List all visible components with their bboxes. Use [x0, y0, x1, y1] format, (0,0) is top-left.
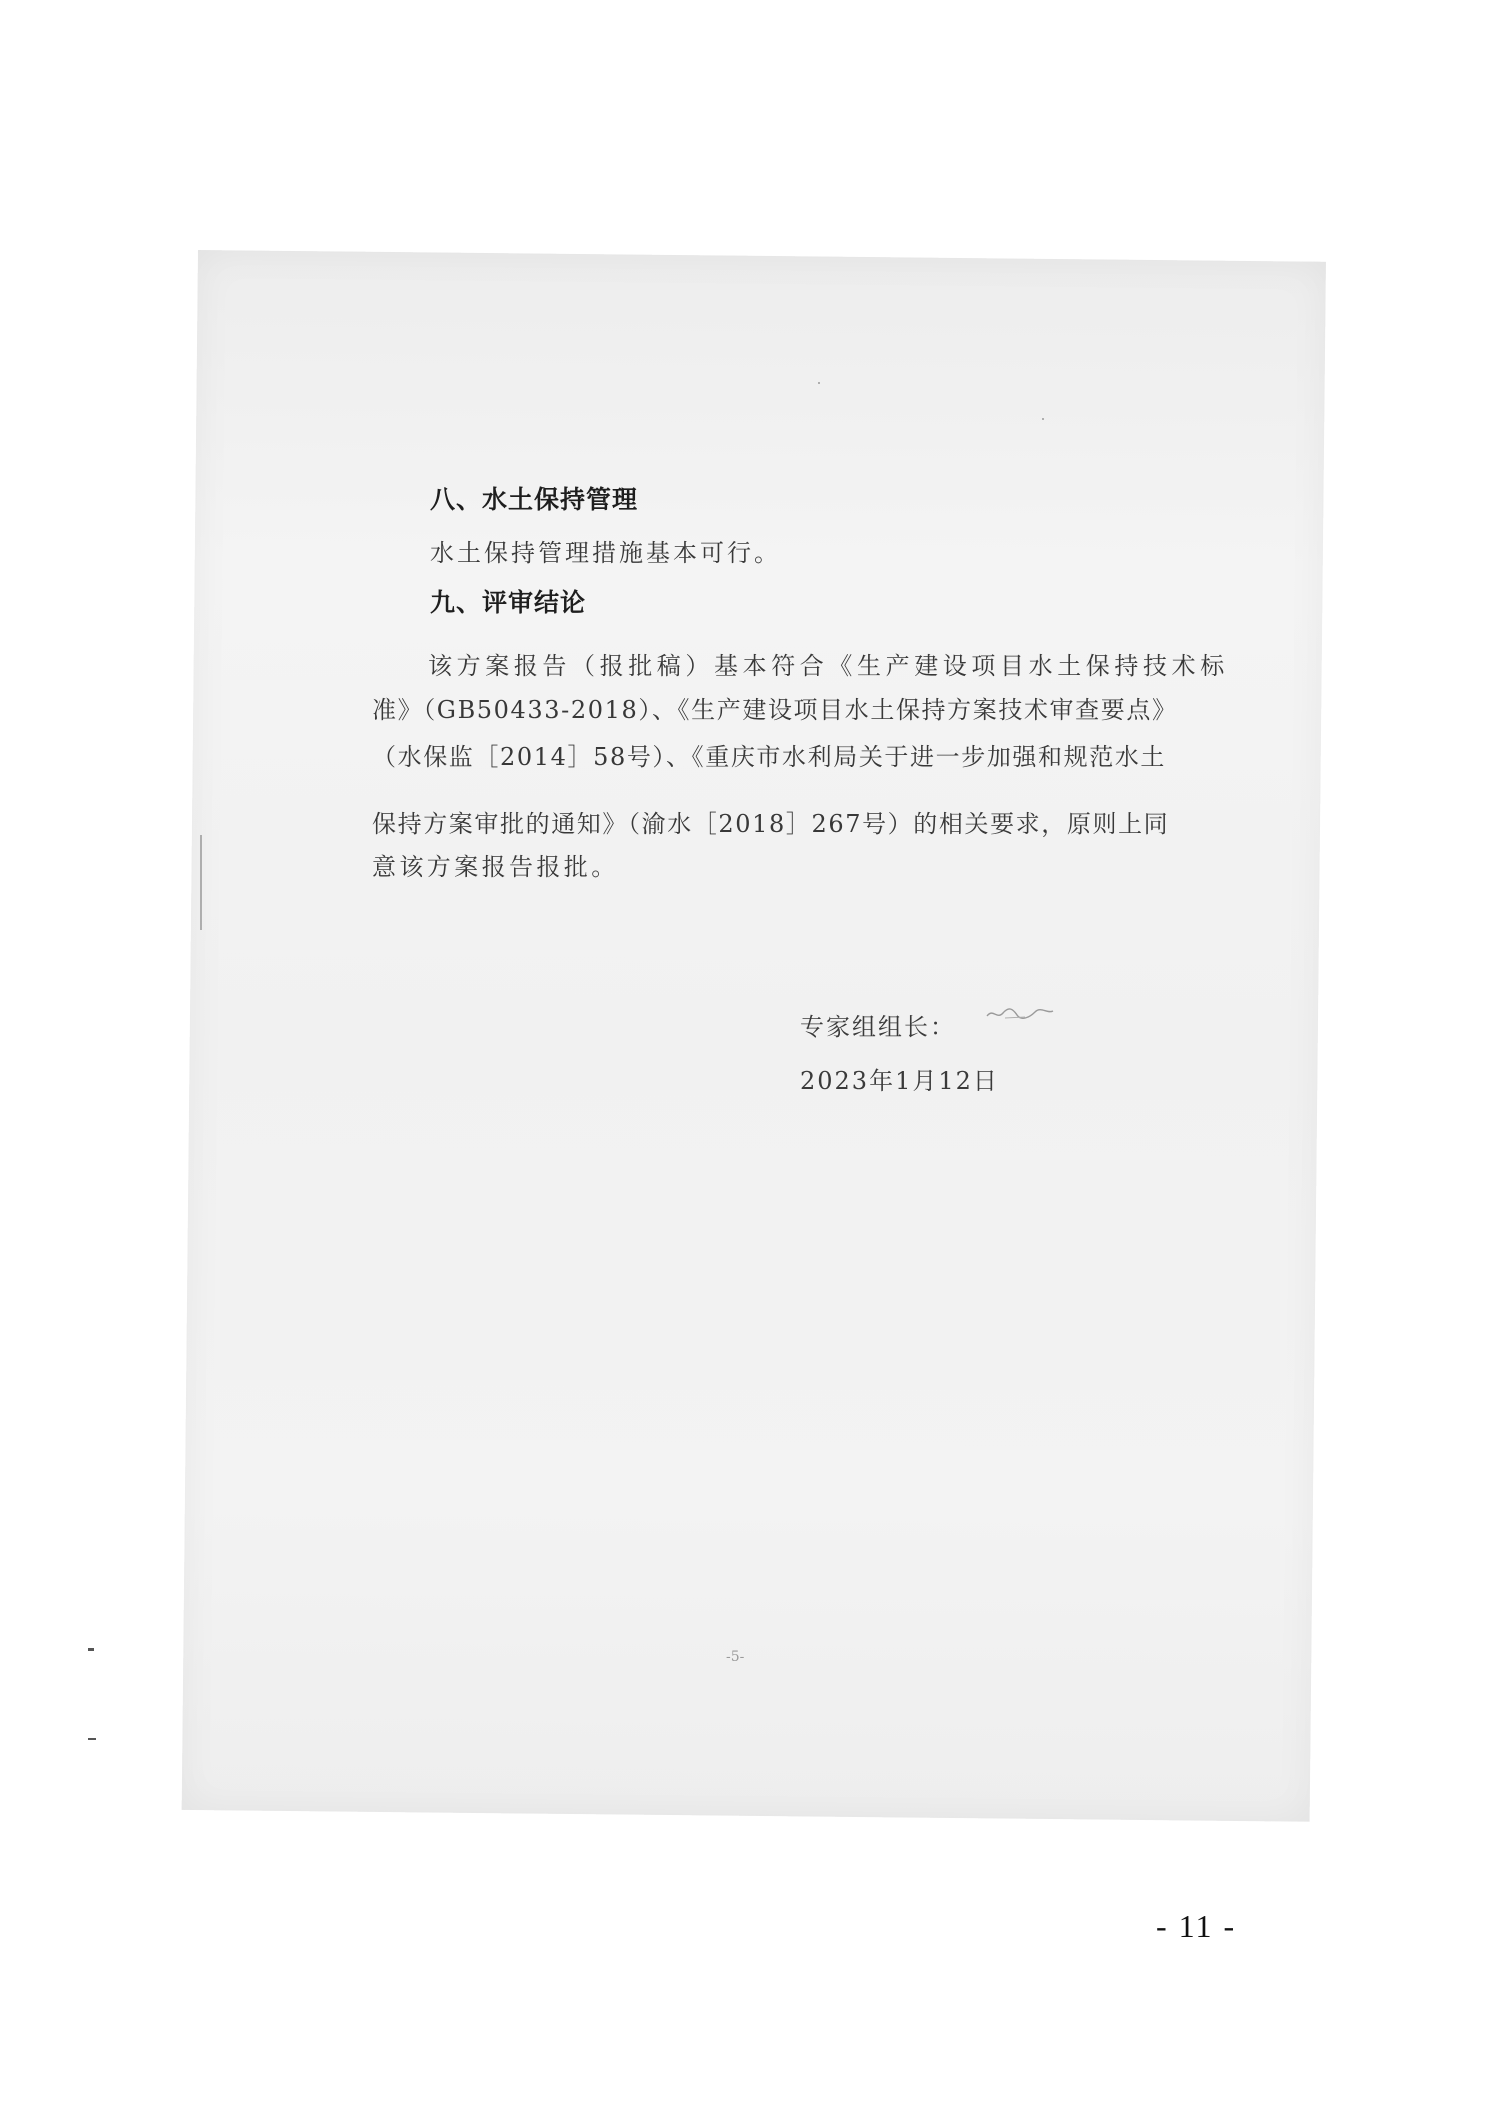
scanned-sheet	[182, 250, 1326, 1822]
page-number: - 11 -	[1156, 1908, 1237, 1944]
conclusion-line: 该方案报告（报批稿）基本符合《生产建设项目水土保持技术标	[428, 652, 1229, 680]
scan-speck	[1042, 418, 1044, 420]
section-8-body: 水土保持管理措施基本可行。	[430, 539, 781, 567]
review-date: 2023年1月12日	[800, 1067, 999, 1095]
expert-leader-label: 专家组组长：	[800, 1013, 956, 1041]
section-9-heading: 九、评审结论	[430, 588, 587, 617]
scan-speck	[818, 382, 820, 384]
conclusion-line: 准》（GB50433-2018）、《生产建设项目水土保持方案技术审查要点》	[372, 696, 1178, 724]
conclusion-line: 意该方案报告报批。	[372, 853, 619, 881]
section-8-heading: 八、水土保持管理	[430, 485, 639, 514]
handwritten-signature	[985, 1004, 1055, 1024]
inner-page-number: -5-	[726, 1649, 745, 1665]
scan-edge-line	[200, 835, 202, 930]
conclusion-line: （水保监［2014］58号）、《重庆市水利局关于进一步加强和规范水土	[372, 743, 1167, 771]
margin-mark	[88, 1648, 94, 1651]
margin-mark	[88, 1738, 96, 1740]
conclusion-line: 保持方案审批的通知》（渝水［2018］267号）的相关要求，原则上同	[372, 810, 1170, 838]
